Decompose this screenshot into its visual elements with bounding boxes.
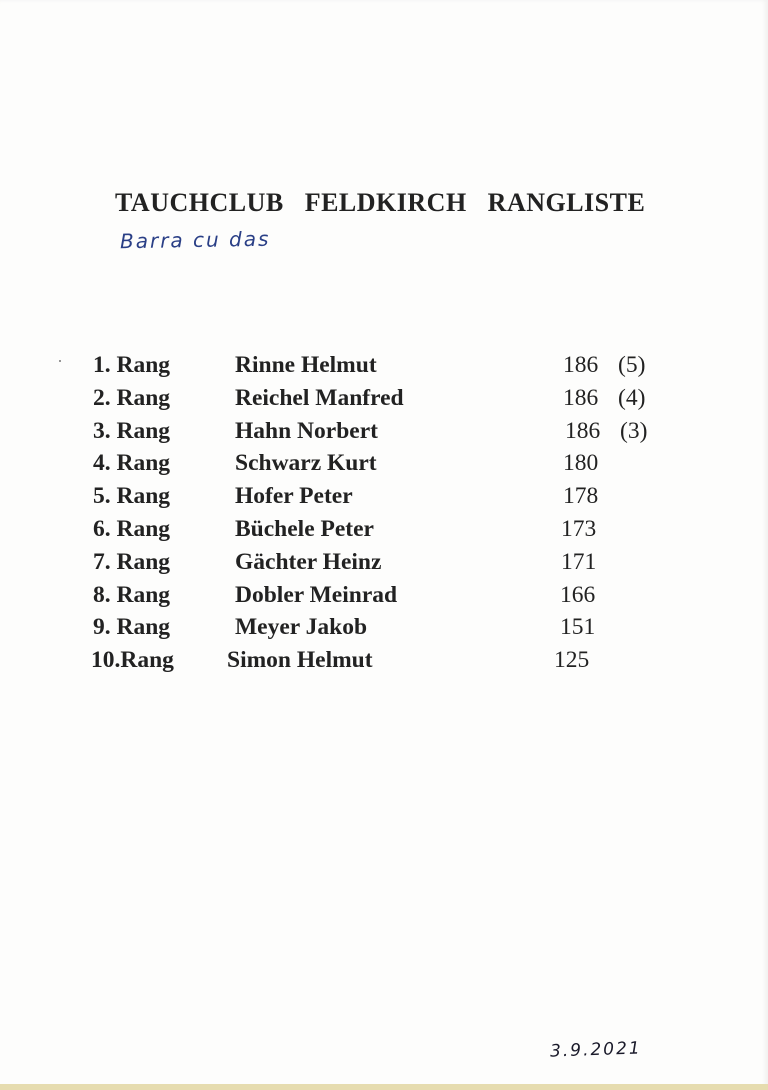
score-value: 166 <box>560 581 596 608</box>
handwritten-date: 3.9.2021 <box>549 1038 643 1062</box>
ranking-row <box>0 352 768 385</box>
rank-label: 4. Rang <box>93 450 171 477</box>
participant-name: Gächter Heinz <box>235 548 382 575</box>
participant-name: Meyer Jakob <box>235 614 368 641</box>
score-value: 151 <box>560 614 596 641</box>
participant-name: Hofer Peter <box>235 483 353 510</box>
participant-name: Hahn Norbert <box>235 417 378 444</box>
score-value: 186 <box>565 417 601 444</box>
rank-label: 3. Rang <box>93 417 171 444</box>
ranking-list <box>0 352 768 680</box>
ranking-row <box>0 385 768 418</box>
ranking-row <box>0 647 768 680</box>
tiebreak-value: (5) <box>618 352 646 378</box>
participant-name: Dobler Meinrad <box>235 581 398 608</box>
score-value: 171 <box>561 548 597 575</box>
tiebreak-value: (4) <box>618 384 646 411</box>
ranking-row <box>0 614 768 647</box>
rank-label: 10.Rang <box>91 647 174 674</box>
rank-label: 1. Rang <box>93 352 171 378</box>
rank-label: 9. Rang <box>93 614 171 641</box>
ranking-row <box>0 483 768 516</box>
paper-bottom-edge <box>0 1084 768 1090</box>
tiebreak-value: (3) <box>620 417 648 444</box>
rank-label: 5. Rang <box>93 483 171 510</box>
score-value: 180 <box>563 450 599 477</box>
participant-name: Büchele Peter <box>235 515 374 542</box>
rank-label: 8. Rang <box>93 581 171 608</box>
ranking-row <box>0 450 768 483</box>
score-value: 186 <box>563 384 599 411</box>
score-value: 186 <box>563 352 599 378</box>
rank-label: 6. Rang <box>93 515 171 542</box>
ranking-row <box>0 582 768 615</box>
rank-label: 2. Rang <box>93 384 171 411</box>
ranking-row <box>0 516 768 549</box>
participant-name: Rinne Helmut <box>235 352 377 378</box>
participant-name: Schwarz Kurt <box>235 450 377 477</box>
participant-name: Simon Helmut <box>227 647 373 674</box>
rank-label: 7. Rang <box>93 548 171 575</box>
score-value: 173 <box>561 515 597 542</box>
handwritten-subtitle: Barra cu das <box>119 226 271 254</box>
ranking-row <box>0 418 768 451</box>
participant-name: Reichel Manfred <box>235 384 404 411</box>
score-value: 178 <box>563 483 599 510</box>
score-value: 125 <box>554 647 590 674</box>
ranking-row <box>0 549 768 582</box>
document-title: TAUCHCLUB FELDKIRCH RANGLISTE <box>115 188 646 217</box>
